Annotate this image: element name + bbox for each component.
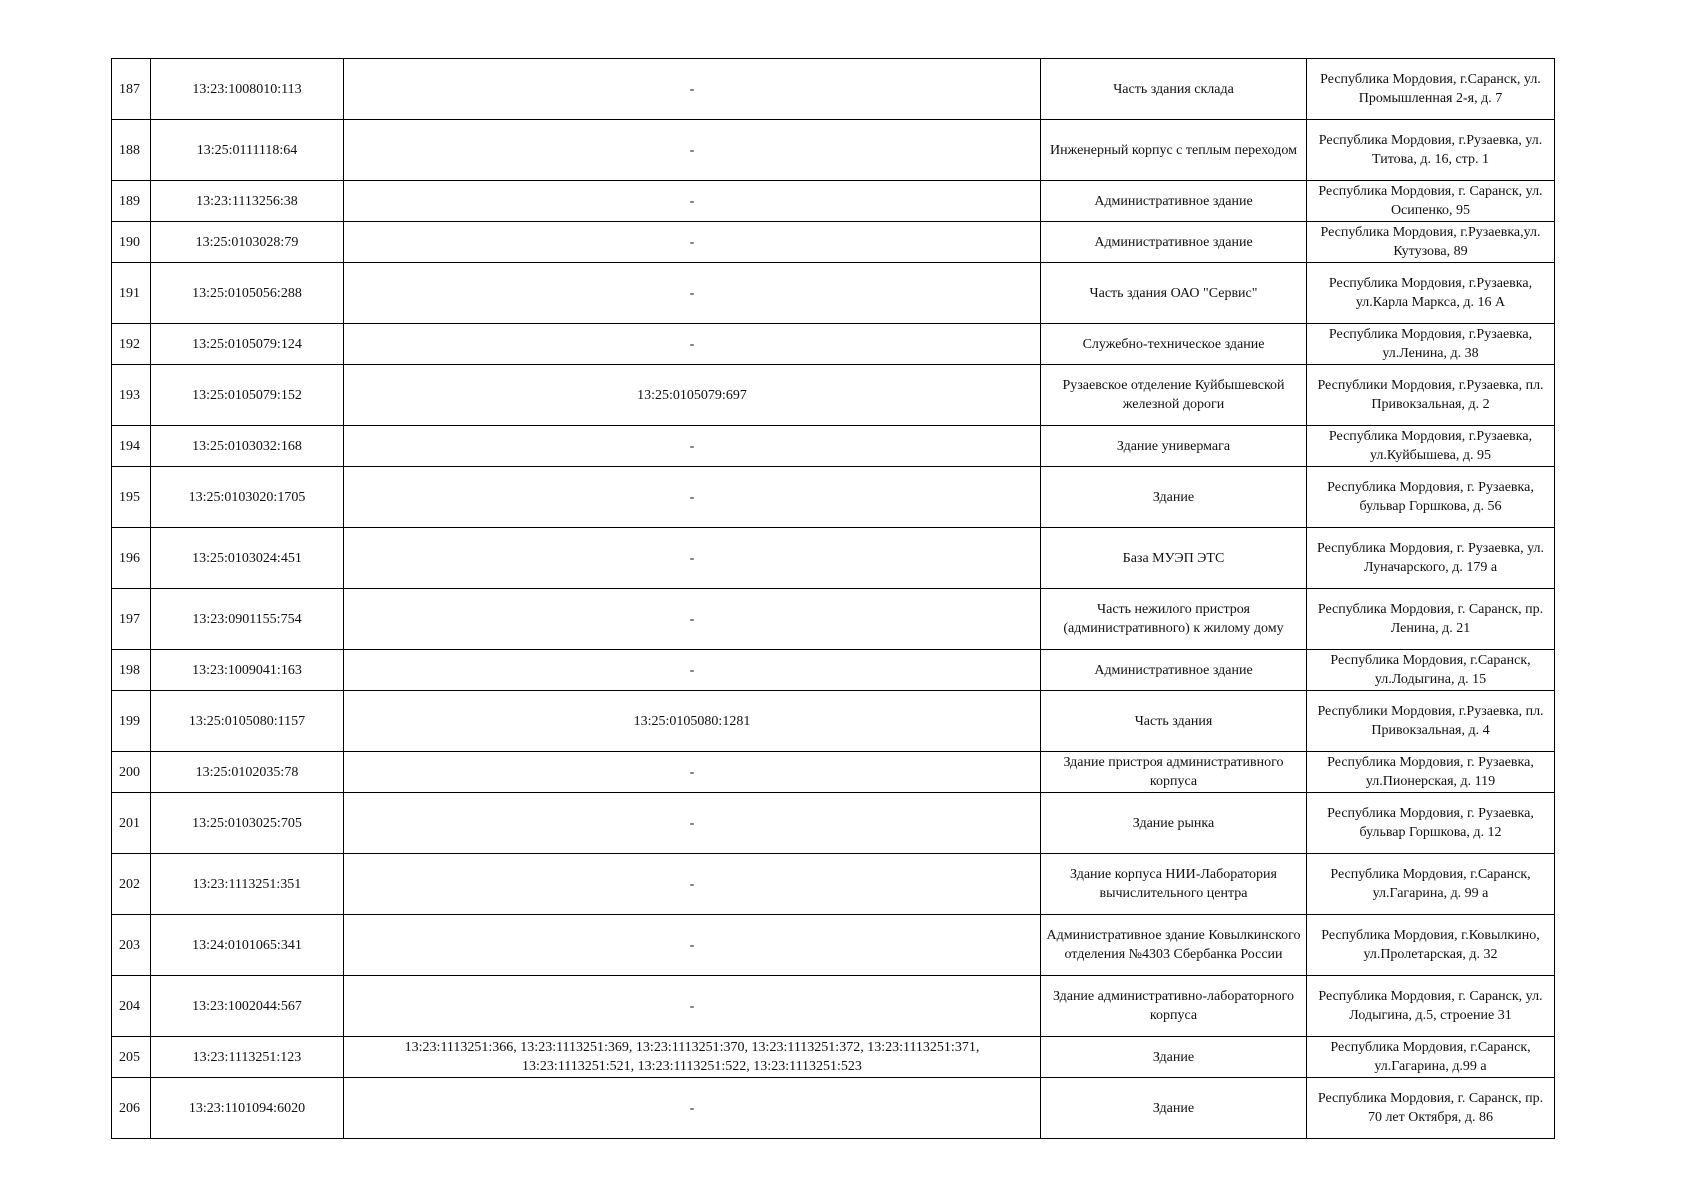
table-row bbox=[112, 324, 1555, 365]
table-row bbox=[112, 691, 1555, 752]
cadastral-number: 13:25:0103025:705 bbox=[151, 793, 344, 854]
related-cadastral-numbers: - bbox=[344, 650, 1041, 691]
row-number: 188 bbox=[112, 120, 151, 181]
table-row bbox=[112, 854, 1555, 915]
related-cadastral-numbers: - bbox=[344, 181, 1041, 222]
object-address: Республика Мордовия, г. Саранск, пр. 70 лет Октября, д. 86 bbox=[1307, 1078, 1555, 1139]
object-name: Часть здания склада bbox=[1041, 59, 1307, 120]
object-address: Республика Мордовия, г.Саранск, ул. Промышленная 2-я, д. 7 bbox=[1307, 59, 1555, 120]
object-name: База МУЭП ЭТС bbox=[1041, 528, 1307, 589]
related-cadastral-numbers: 13:25:0105080:1281 bbox=[344, 691, 1041, 752]
row-number: 192 bbox=[112, 324, 151, 365]
row-number: 203 bbox=[112, 915, 151, 976]
related-cadastral-numbers: - bbox=[344, 263, 1041, 324]
object-name: Часть здания ОАО "Сервис" bbox=[1041, 263, 1307, 324]
related-cadastral-numbers: - bbox=[344, 426, 1041, 467]
object-address: Республика Мордовия, г.Рузаевка, ул.Ленина, д. 38 bbox=[1307, 324, 1555, 365]
object-address: Республики Мордовия, г.Рузаевка, пл. Привокзальная, д. 2 bbox=[1307, 365, 1555, 426]
row-number: 189 bbox=[112, 181, 151, 222]
cadastral-number: 13:25:0105056:288 bbox=[151, 263, 344, 324]
cadastral-number: 13:23:1113251:351 bbox=[151, 854, 344, 915]
cadastral-number: 13:25:0103020:1705 bbox=[151, 467, 344, 528]
row-number: 190 bbox=[112, 222, 151, 263]
related-cadastral-numbers: - bbox=[344, 793, 1041, 854]
object-name: Инженерный корпус с теплым переходом bbox=[1041, 120, 1307, 181]
related-cadastral-numbers: - bbox=[344, 854, 1041, 915]
related-cadastral-numbers: - bbox=[344, 752, 1041, 793]
object-address: Республика Мордовия, г. Рузаевка, бульвар Горшкова, д. 12 bbox=[1307, 793, 1555, 854]
table-row bbox=[112, 589, 1555, 650]
object-name: Административное здание Ковылкинского отделения №4303 Сбербанка России bbox=[1041, 915, 1307, 976]
object-address: Республика Мордовия, г. Саранск, ул. Осипенко, 95 bbox=[1307, 181, 1555, 222]
row-number: 198 bbox=[112, 650, 151, 691]
related-cadastral-numbers: - bbox=[344, 59, 1041, 120]
cadastral-number: 13:25:0105079:124 bbox=[151, 324, 344, 365]
table-row bbox=[112, 222, 1555, 263]
related-cadastral-numbers: 13:25:0105079:697 bbox=[344, 365, 1041, 426]
related-cadastral-numbers: - bbox=[344, 1078, 1041, 1139]
row-number: 195 bbox=[112, 467, 151, 528]
cadastral-number: 13:25:0103028:79 bbox=[151, 222, 344, 263]
property-registry-table bbox=[111, 58, 1555, 1139]
row-number: 191 bbox=[112, 263, 151, 324]
object-name: Рузаевское отделение Куйбышевской железной дороги bbox=[1041, 365, 1307, 426]
table-row bbox=[112, 915, 1555, 976]
cadastral-number: 13:23:1113251:123 bbox=[151, 1037, 344, 1078]
object-name: Здание универмага bbox=[1041, 426, 1307, 467]
row-number: 206 bbox=[112, 1078, 151, 1139]
related-cadastral-numbers: - bbox=[344, 467, 1041, 528]
object-address: Республика Мордовия, г. Рузаевка, ул. Луначарского, д. 179 а bbox=[1307, 528, 1555, 589]
object-name: Административное здание bbox=[1041, 181, 1307, 222]
related-cadastral-numbers: - bbox=[344, 324, 1041, 365]
object-address: Республика Мордовия, г.Рузаевка, ул.Куйбышева, д. 95 bbox=[1307, 426, 1555, 467]
registry-table-body bbox=[112, 59, 1555, 1139]
table-row bbox=[112, 181, 1555, 222]
object-address: Республика Мордовия, г. Саранск, пр. Ленина, д. 21 bbox=[1307, 589, 1555, 650]
row-number: 204 bbox=[112, 976, 151, 1037]
table-row bbox=[112, 467, 1555, 528]
cadastral-number: 13:23:1101094:6020 bbox=[151, 1078, 344, 1139]
table-row bbox=[112, 426, 1555, 467]
object-address: Республика Мордовия, г. Рузаевка, ул.Пионерская, д. 119 bbox=[1307, 752, 1555, 793]
object-address: Республика Мордовия, г. Саранск, ул. Лодыгина, д.5, строение 31 bbox=[1307, 976, 1555, 1037]
cadastral-number: 13:25:0103024:451 bbox=[151, 528, 344, 589]
object-name: Здание корпуса НИИ-Лаборатория вычислительного центра bbox=[1041, 854, 1307, 915]
row-number: 193 bbox=[112, 365, 151, 426]
object-address: Республика Мордовия, г.Саранск, ул.Лодыгина, д. 15 bbox=[1307, 650, 1555, 691]
object-name: Служебно-техническое здание bbox=[1041, 324, 1307, 365]
object-address: Республики Мордовия, г.Рузаевка, пл. Привокзальная, д. 4 bbox=[1307, 691, 1555, 752]
object-address: Республика Мордовия, г.Рузаевка, ул. Титова, д. 16, стр. 1 bbox=[1307, 120, 1555, 181]
row-number: 200 bbox=[112, 752, 151, 793]
row-number: 202 bbox=[112, 854, 151, 915]
cadastral-number: 13:23:1113256:38 bbox=[151, 181, 344, 222]
row-number: 199 bbox=[112, 691, 151, 752]
object-address: Республика Мордовия, г.Рузаевка, ул.Карла Маркса, д. 16 А bbox=[1307, 263, 1555, 324]
cadastral-number: 13:23:0901155:754 bbox=[151, 589, 344, 650]
related-cadastral-numbers: - bbox=[344, 589, 1041, 650]
table-row bbox=[112, 365, 1555, 426]
object-address: Республика Мордовия, г. Рузаевка, бульвар Горшкова, д. 56 bbox=[1307, 467, 1555, 528]
cadastral-number: 13:25:0105080:1157 bbox=[151, 691, 344, 752]
table-row bbox=[112, 650, 1555, 691]
object-name: Здание административно-лабораторного корпуса bbox=[1041, 976, 1307, 1037]
row-number: 196 bbox=[112, 528, 151, 589]
object-name: Здание bbox=[1041, 1078, 1307, 1139]
object-name: Часть нежилого пристроя (административного) к жилому дому bbox=[1041, 589, 1307, 650]
row-number: 197 bbox=[112, 589, 151, 650]
row-number: 205 bbox=[112, 1037, 151, 1078]
object-name: Здание рынка bbox=[1041, 793, 1307, 854]
table-row bbox=[112, 752, 1555, 793]
object-name: Здание bbox=[1041, 467, 1307, 528]
table-row bbox=[112, 263, 1555, 324]
table-row bbox=[112, 59, 1555, 120]
object-address: Республика Мордовия, г.Саранск, ул.Гагарина, д. 99 а bbox=[1307, 854, 1555, 915]
table-row bbox=[112, 120, 1555, 181]
row-number: 194 bbox=[112, 426, 151, 467]
related-cadastral-numbers: - bbox=[344, 222, 1041, 263]
object-name: Часть здания bbox=[1041, 691, 1307, 752]
object-address: Республика Мордовия, г.Рузаевка,ул. Кутузова, 89 bbox=[1307, 222, 1555, 263]
cadastral-number: 13:24:0101065:341 bbox=[151, 915, 344, 976]
related-cadastral-numbers: - bbox=[344, 976, 1041, 1037]
object-name: Административное здание bbox=[1041, 650, 1307, 691]
row-number: 187 bbox=[112, 59, 151, 120]
table-row bbox=[112, 793, 1555, 854]
cadastral-number: 13:25:0102035:78 bbox=[151, 752, 344, 793]
cadastral-number: 13:25:0111118:64 bbox=[151, 120, 344, 181]
related-cadastral-numbers: - bbox=[344, 528, 1041, 589]
object-name: Административное здание bbox=[1041, 222, 1307, 263]
related-cadastral-numbers: - bbox=[344, 120, 1041, 181]
table-row bbox=[112, 1078, 1555, 1139]
object-address: Республика Мордовия, г.Ковылкино, ул.Пролетарская, д. 32 bbox=[1307, 915, 1555, 976]
table-row bbox=[112, 528, 1555, 589]
related-cadastral-numbers: - bbox=[344, 915, 1041, 976]
row-number: 201 bbox=[112, 793, 151, 854]
table-row bbox=[112, 976, 1555, 1037]
table-row bbox=[112, 1037, 1555, 1078]
object-name: Здание bbox=[1041, 1037, 1307, 1078]
object-address: Республика Мордовия, г.Саранск, ул.Гагарина, д.99 а bbox=[1307, 1037, 1555, 1078]
object-name: Здание пристроя административного корпуса bbox=[1041, 752, 1307, 793]
cadastral-number: 13:23:1009041:163 bbox=[151, 650, 344, 691]
cadastral-number: 13:23:1002044:567 bbox=[151, 976, 344, 1037]
cadastral-number: 13:25:0105079:152 bbox=[151, 365, 344, 426]
cadastral-number: 13:23:1008010:113 bbox=[151, 59, 344, 120]
related-cadastral-numbers: 13:23:1113251:366, 13:23:1113251:369, 13:23:1113251:370, 13:23:1113251:372, 13:23:1113251:371, 13:23:1113251:521, 13:23:1113251:522, 13:23:1113251:523 bbox=[344, 1037, 1041, 1078]
cadastral-number: 13:25:0103032:168 bbox=[151, 426, 344, 467]
